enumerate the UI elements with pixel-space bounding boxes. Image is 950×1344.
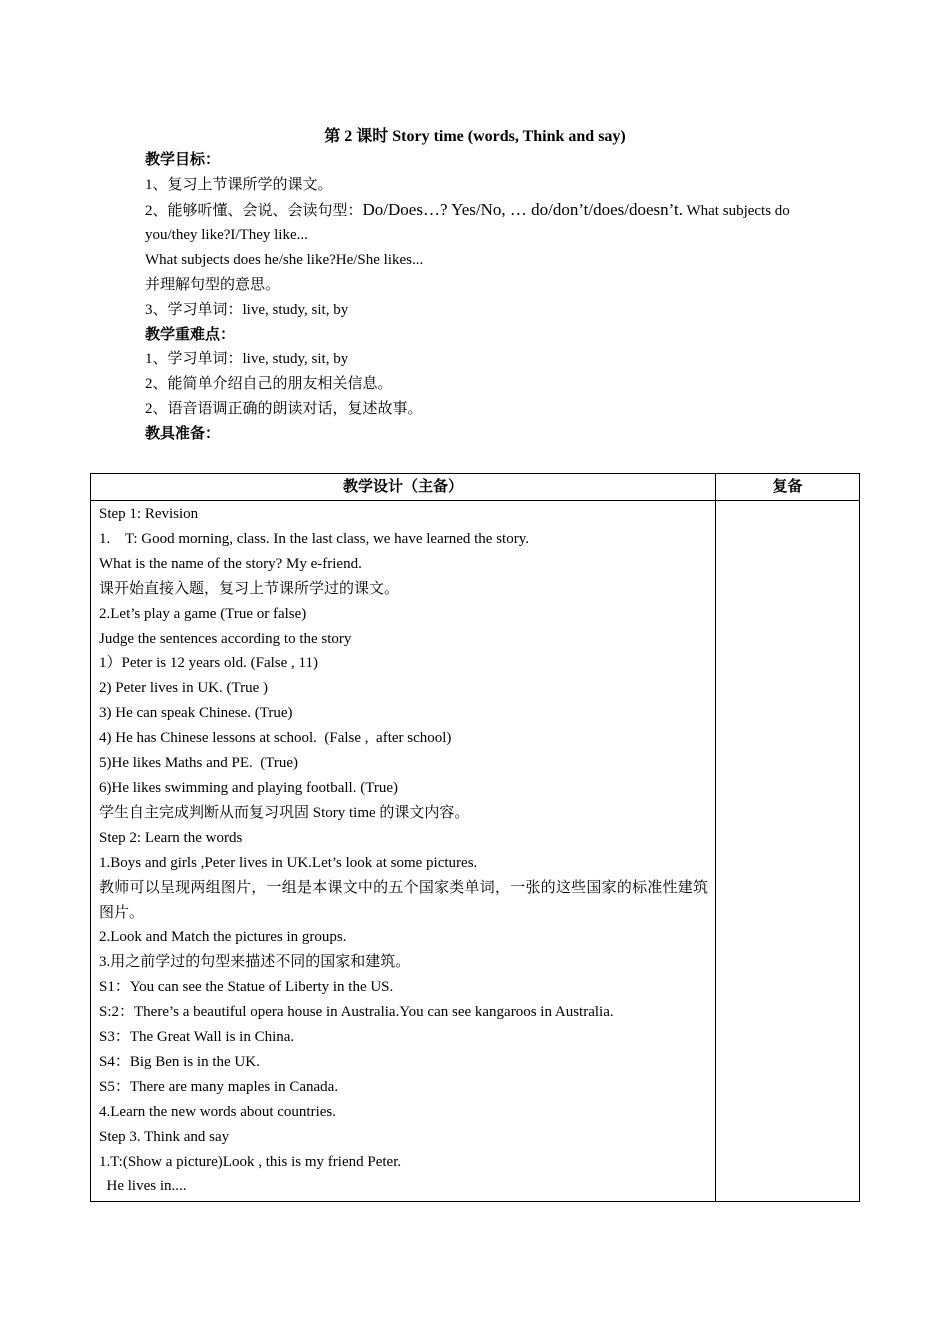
table-line: 4) He has Chinese lessons at school. (False , after school): [99, 730, 452, 747]
table-header-row: [91, 474, 860, 501]
objective-2-line-3: 并理解句型的意思。: [145, 276, 281, 293]
main-design-cell: [91, 501, 716, 1202]
table-line: 1）Peter is 12 years old. (False , 11): [99, 655, 318, 672]
table-line: Judge the sentences according to the story: [99, 630, 352, 647]
page-title: 第 2 课时 Story time (words, Think and say): [324, 128, 626, 145]
objective-1: 1、复习上节课所学的课文。: [145, 176, 333, 193]
table-body-row: [91, 501, 860, 1202]
table-line: 教师可以呈现两组图片，一组是本课文中的五个国家类单词，一张的这些国家的标准性建筑图片。: [99, 879, 708, 921]
table-line: S1：You can see the Statue of Liberty in the US.: [99, 979, 394, 996]
lesson-intro: [145, 148, 815, 447]
objective-3: 3、学习单词：live, study, sit, by: [145, 301, 349, 318]
objective-2-rest: What subjects do you/they like?I/They like...: [145, 202, 790, 244]
table-line: 2.Look and Match the pictures in groups.: [99, 929, 347, 946]
objective-2-line-2: What subjects does he/she like?He/She likes...: [145, 252, 424, 269]
table-line: Step 2: Learn the words: [99, 829, 243, 846]
table-line: 学生自主完成判断从而复习巩固 Story time 的课文内容。: [99, 804, 470, 821]
table-line: 4.Learn the new words about countries.: [99, 1103, 337, 1120]
objectives-heading: 教学目标：: [145, 152, 221, 168]
key-point-1: 1、学习单词：live, study, sit, by: [145, 351, 349, 368]
table-line: Step 1: Revision: [99, 506, 199, 522]
table-line: 课开始直接入题，复习上节课所学过的课文。: [99, 580, 400, 597]
table-line: What is the name of the story? My e-friend.: [99, 555, 362, 572]
header-main-design: 教学设计（主备）: [91, 474, 716, 501]
key-point-3: 2、语音语调正确的朗读对话，复述故事。: [145, 400, 423, 417]
table-line: S4：Big Ben is in the UK.: [99, 1053, 260, 1070]
table-line: 2) Peter lives in UK. (True ): [99, 680, 269, 697]
table-line: 2.Let’s play a game (True or false): [99, 605, 307, 622]
table-line: 3.用之前学过的句型来描述不同的国家和建筑。: [99, 954, 411, 971]
key-point-2: 2、能简单介绍自己的朋友相关信息。: [145, 376, 393, 393]
table-line: 5)He likes Maths and PE. (True): [99, 755, 299, 772]
objective-2: [145, 198, 815, 249]
header-review: 复备: [716, 474, 860, 501]
table-line: S5：There are many maples in Canada.: [99, 1078, 339, 1095]
table-line: S3：The Great Wall is in China.: [99, 1029, 295, 1046]
table-line: 1.T:(Show a picture)Look , this is my friend Peter.: [99, 1153, 402, 1170]
table-line: He lives in....: [99, 1178, 187, 1195]
table-line: S:2：There’s a beautiful opera house in Australia.You can see kangaroos in Australia.: [99, 1004, 614, 1021]
objective-2-prefix: 2、能够听懂、会说、会读句型：: [145, 202, 363, 219]
table-line: 6)He likes swimming and playing football. (True): [99, 779, 398, 796]
review-cell: [716, 501, 860, 1202]
table-line: 1. T: Good morning, class. In the last class, we have learned the story.: [99, 530, 529, 547]
table-line: 3) He can speak Chinese. (True): [99, 705, 293, 722]
table-line: 1.Boys and girls ,Peter lives in UK.Let’s look at some pictures.: [99, 854, 478, 871]
objective-2-pattern: Do/Does…? Yes/No, … do/don’t/does/doesn’t.: [362, 199, 684, 219]
materials-heading: 教具准备：: [145, 425, 221, 442]
key-points-heading: 教学重难点：: [145, 326, 236, 343]
lesson-plan-table: [90, 473, 860, 1202]
table-line: Step 3. Think and say: [99, 1128, 230, 1145]
